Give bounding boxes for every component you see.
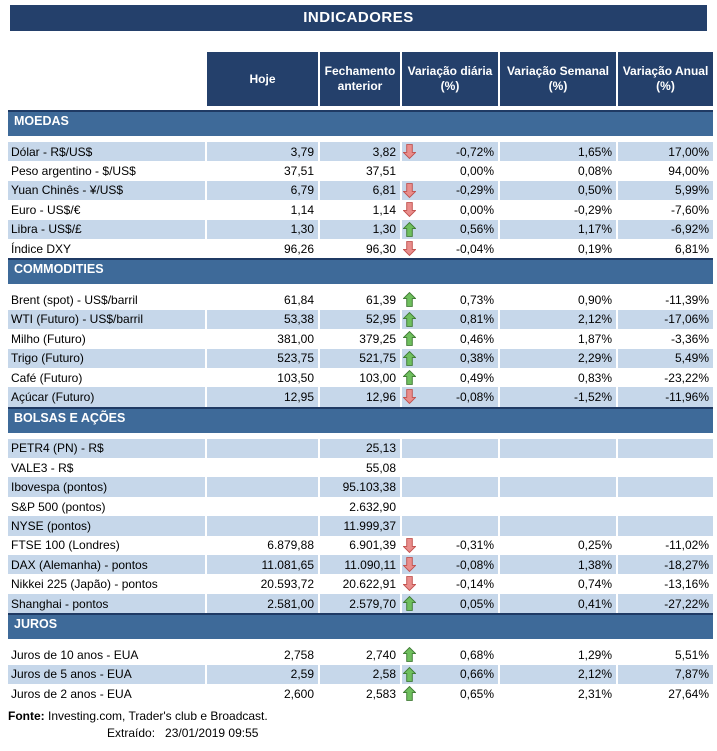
table-body xyxy=(0,110,717,703)
variacao-semanal-cell: 0,74% xyxy=(500,574,616,593)
hoje-cell xyxy=(207,458,318,477)
fechamento-cell: 95.103,38 xyxy=(320,477,400,496)
table-row xyxy=(8,368,717,387)
variacao-diaria-cell xyxy=(402,458,498,477)
fechamento-cell: 25,13 xyxy=(320,439,400,458)
variacao-diaria-value: 0,46% xyxy=(459,331,494,346)
variacao-diaria-value: -0,14% xyxy=(455,577,494,592)
hoje-cell: 2,600 xyxy=(207,684,318,703)
variacao-semanal-cell: -0,29% xyxy=(500,200,616,219)
variacao-diaria-value: 0,65% xyxy=(459,686,494,701)
fechamento-cell: 61,39 xyxy=(320,290,400,309)
hoje-cell: 1,14 xyxy=(207,200,318,219)
table-row xyxy=(8,574,717,593)
section-header: BOLSAS E AÇÕES xyxy=(8,407,713,433)
hoje-cell: 6.879,88 xyxy=(207,536,318,555)
up-arrow-icon xyxy=(403,292,416,307)
row-label: Café (Futuro) xyxy=(8,368,205,387)
variacao-anual-cell: 7,87% xyxy=(618,665,713,684)
variacao-diaria-value: -0,31% xyxy=(455,538,494,553)
table-row xyxy=(8,349,717,368)
row-label: Brent (spot) - US$/barril xyxy=(8,290,205,309)
fechamento-cell: 20.622,91 xyxy=(320,574,400,593)
hoje-cell: 6,79 xyxy=(207,181,318,200)
indicators-report xyxy=(0,5,717,751)
variacao-anual-cell: -18,27% xyxy=(618,555,713,574)
table-row xyxy=(8,684,717,703)
variacao-semanal-cell: 2,31% xyxy=(500,684,616,703)
variacao-diaria-cell xyxy=(402,329,498,348)
variacao-anual-cell: 94,00% xyxy=(618,161,713,180)
table-row xyxy=(8,516,717,535)
extracted-timestamp: 23/01/2019 09:55 xyxy=(165,726,259,741)
section-header: MOEDAS xyxy=(8,110,713,136)
variacao-diaria-cell xyxy=(402,142,498,161)
up-arrow-icon xyxy=(403,667,416,682)
variacao-semanal-cell: 0,90% xyxy=(500,290,616,309)
row-label: Nikkei 225 (Japão) - pontos xyxy=(8,574,205,593)
variacao-semanal-cell: 0,25% xyxy=(500,536,616,555)
hoje-cell xyxy=(207,477,318,496)
table-row xyxy=(8,142,717,161)
variacao-semanal-cell: 1,29% xyxy=(500,645,616,664)
row-label: Açúcar (Futuro) xyxy=(8,387,205,406)
down-arrow-icon xyxy=(403,389,416,404)
hoje-cell xyxy=(207,439,318,458)
up-arrow-icon xyxy=(403,370,416,385)
row-label: Euro - US$/€ xyxy=(8,200,205,219)
hoje-cell: 53,38 xyxy=(207,310,318,329)
hoje-cell: 1,30 xyxy=(207,220,318,239)
table-row xyxy=(8,665,717,684)
hoje-cell: 20.593,72 xyxy=(207,574,318,593)
column-header-hoje: Hoje xyxy=(207,52,318,106)
down-arrow-icon xyxy=(403,202,416,217)
variacao-semanal-cell: 1,38% xyxy=(500,555,616,574)
variacao-anual-cell: 27,64% xyxy=(618,684,713,703)
variacao-anual-cell: 17,00% xyxy=(618,142,713,161)
variacao-anual-cell xyxy=(618,458,713,477)
row-label: FTSE 100 (Londres) xyxy=(8,536,205,555)
row-label: Trigo (Futuro) xyxy=(8,349,205,368)
hoje-cell xyxy=(207,516,318,535)
variacao-diaria-cell xyxy=(402,181,498,200)
hoje-cell: 2,758 xyxy=(207,645,318,664)
footer xyxy=(8,709,717,741)
variacao-semanal-cell: 1,65% xyxy=(500,142,616,161)
variacao-diaria-cell xyxy=(402,220,498,239)
variacao-semanal-cell xyxy=(500,458,616,477)
fechamento-cell: 521,75 xyxy=(320,349,400,368)
variacao-semanal-cell xyxy=(500,477,616,496)
variacao-semanal-cell: 1,17% xyxy=(500,220,616,239)
table-row xyxy=(8,310,717,329)
fechamento-cell: 96,30 xyxy=(320,239,400,258)
fechamento-cell: 1,14 xyxy=(320,200,400,219)
variacao-semanal-cell: 0,50% xyxy=(500,181,616,200)
variacao-semanal-cell: 0,08% xyxy=(500,161,616,180)
table-row xyxy=(8,161,717,180)
variacao-diaria-cell xyxy=(402,684,498,703)
extracted-label: Extraído: xyxy=(107,726,156,741)
source-text: Investing.com, Trader's club e Broadcast. xyxy=(44,709,268,724)
row-label: Libra - US$/£ xyxy=(8,220,205,239)
variacao-anual-cell: -11,02% xyxy=(618,536,713,555)
variacao-semanal-cell: -1,52% xyxy=(500,387,616,406)
up-arrow-icon xyxy=(403,686,416,701)
variacao-diaria-cell xyxy=(402,387,498,406)
table-row xyxy=(8,477,717,496)
hoje-cell: 37,51 xyxy=(207,161,318,180)
fechamento-cell: 37,51 xyxy=(320,161,400,180)
row-label: Milho (Futuro) xyxy=(8,329,205,348)
hoje-cell: 3,79 xyxy=(207,142,318,161)
variacao-semanal-cell: 2,29% xyxy=(500,349,616,368)
row-label: NYSE (pontos) xyxy=(8,516,205,535)
variacao-diaria-cell xyxy=(402,439,498,458)
variacao-diaria-cell xyxy=(402,594,498,613)
table-row xyxy=(8,497,717,516)
fechamento-cell: 6,81 xyxy=(320,181,400,200)
row-label: Juros de 2 anos - EUA xyxy=(8,684,205,703)
row-label: Peso argentino - $/US$ xyxy=(8,161,205,180)
variacao-diaria-cell xyxy=(402,239,498,258)
variacao-diaria-cell xyxy=(402,555,498,574)
variacao-diaria-cell xyxy=(402,574,498,593)
table-row xyxy=(8,555,717,574)
fechamento-cell: 1,30 xyxy=(320,220,400,239)
variacao-diaria-cell xyxy=(402,161,498,180)
down-arrow-icon xyxy=(403,144,416,159)
source-line xyxy=(8,709,717,724)
variacao-diaria-value: 0,66% xyxy=(459,667,494,682)
variacao-diaria-cell xyxy=(402,477,498,496)
variacao-diaria-cell xyxy=(402,497,498,516)
section-header: COMMODITIES xyxy=(8,258,713,284)
fechamento-cell: 55,08 xyxy=(320,458,400,477)
variacao-anual-cell: 6,81% xyxy=(618,239,713,258)
variacao-anual-cell: -17,06% xyxy=(618,310,713,329)
table-row xyxy=(8,239,717,258)
table-row xyxy=(8,439,717,458)
variacao-semanal-cell: 0,19% xyxy=(500,239,616,258)
variacao-diaria-value: 0,68% xyxy=(459,647,494,662)
variacao-diaria-cell xyxy=(402,290,498,309)
variacao-anual-cell: -11,96% xyxy=(618,387,713,406)
variacao-diaria-cell xyxy=(402,516,498,535)
down-arrow-icon xyxy=(403,183,416,198)
fechamento-cell: 2.632,90 xyxy=(320,497,400,516)
fechamento-cell: 2.579,70 xyxy=(320,594,400,613)
row-label: VALE3 - R$ xyxy=(8,458,205,477)
variacao-anual-cell: 5,51% xyxy=(618,645,713,664)
variacao-anual-cell: 5,99% xyxy=(618,181,713,200)
variacao-semanal-cell: 0,83% xyxy=(500,368,616,387)
down-arrow-icon xyxy=(403,241,416,256)
fechamento-cell: 379,25 xyxy=(320,329,400,348)
variacao-anual-cell: -13,16% xyxy=(618,574,713,593)
variacao-diaria-value: 0,56% xyxy=(459,222,494,237)
variacao-anual-cell xyxy=(618,497,713,516)
table-row xyxy=(8,594,717,613)
variacao-diaria-value: -0,04% xyxy=(455,241,494,256)
variacao-diaria-value: -0,08% xyxy=(455,557,494,572)
hoje-cell: 523,75 xyxy=(207,349,318,368)
variacao-diaria-value: 0,05% xyxy=(459,596,494,611)
variacao-anual-cell: 5,49% xyxy=(618,349,713,368)
variacao-diaria-value: 0,00% xyxy=(459,202,494,217)
variacao-semanal-cell: 2,12% xyxy=(500,310,616,329)
table-row xyxy=(8,645,717,664)
row-label: PETR4 (PN) - R$ xyxy=(8,439,205,458)
down-arrow-icon xyxy=(403,557,416,572)
fechamento-cell: 2,583 xyxy=(320,684,400,703)
variacao-anual-cell xyxy=(618,516,713,535)
fechamento-cell: 103,00 xyxy=(320,368,400,387)
column-header-variacao-semanal: Variação Semanal (%) xyxy=(500,52,616,106)
up-arrow-icon xyxy=(403,331,416,346)
page-title: INDICADORES xyxy=(10,5,707,31)
variacao-semanal-cell xyxy=(500,516,616,535)
variacao-anual-cell xyxy=(618,439,713,458)
variacao-anual-cell: -7,60% xyxy=(618,200,713,219)
table-row xyxy=(8,290,717,309)
row-label: DAX (Alemanha) - pontos xyxy=(8,555,205,574)
variacao-diaria-value: 0,49% xyxy=(459,370,494,385)
variacao-diaria-cell xyxy=(402,349,498,368)
row-label: S&P 500 (pontos) xyxy=(8,497,205,516)
fechamento-cell: 2,740 xyxy=(320,645,400,664)
hoje-cell xyxy=(207,497,318,516)
variacao-anual-cell xyxy=(618,477,713,496)
variacao-semanal-cell xyxy=(500,497,616,516)
row-label: Dólar - R$/US$ xyxy=(8,142,205,161)
variacao-diaria-value: 0,81% xyxy=(459,312,494,327)
fechamento-cell: 52,95 xyxy=(320,310,400,329)
variacao-semanal-cell xyxy=(500,439,616,458)
variacao-anual-cell: -23,22% xyxy=(618,368,713,387)
variacao-anual-cell: -3,36% xyxy=(618,329,713,348)
table-row xyxy=(8,220,717,239)
variacao-anual-cell: -6,92% xyxy=(618,220,713,239)
variacao-diaria-value: -0,72% xyxy=(455,144,494,159)
fechamento-cell: 6.901,39 xyxy=(320,536,400,555)
table-row xyxy=(8,536,717,555)
variacao-diaria-value: 0,73% xyxy=(459,293,494,308)
hoje-cell: 11.081,65 xyxy=(207,555,318,574)
variacao-diaria-value: -0,29% xyxy=(455,183,494,198)
variacao-diaria-value: 0,38% xyxy=(459,351,494,366)
down-arrow-icon xyxy=(403,538,416,553)
variacao-diaria-cell xyxy=(402,310,498,329)
variacao-diaria-cell xyxy=(402,645,498,664)
up-arrow-icon xyxy=(403,222,416,237)
table-row xyxy=(8,329,717,348)
variacao-diaria-cell xyxy=(402,665,498,684)
variacao-diaria-value: 0,00% xyxy=(459,164,494,179)
up-arrow-icon xyxy=(403,351,416,366)
column-header-variacao-anual: Variação Anual (%) xyxy=(618,52,713,106)
fechamento-cell: 12,96 xyxy=(320,387,400,406)
variacao-diaria-cell xyxy=(402,368,498,387)
table-row xyxy=(8,181,717,200)
row-label: Juros de 10 anos - EUA xyxy=(8,645,205,664)
variacao-semanal-cell: 2,12% xyxy=(500,665,616,684)
variacao-semanal-cell: 1,87% xyxy=(500,329,616,348)
section-header: JUROS xyxy=(8,613,713,639)
source-label: Fonte: xyxy=(8,709,45,724)
variacao-diaria-cell xyxy=(402,536,498,555)
variacao-diaria-cell xyxy=(402,200,498,219)
row-label: Juros de 5 anos - EUA xyxy=(8,665,205,684)
row-label: Yuan Chinês - ¥/US$ xyxy=(8,181,205,200)
row-label: WTI (Futuro) - US$/barril xyxy=(8,310,205,329)
table-row xyxy=(8,458,717,477)
up-arrow-icon xyxy=(403,647,416,662)
fechamento-cell: 11.999,37 xyxy=(320,516,400,535)
variacao-anual-cell: -27,22% xyxy=(618,594,713,613)
fechamento-cell: 2,58 xyxy=(320,665,400,684)
table-row xyxy=(8,387,717,406)
column-headers xyxy=(8,52,717,106)
fechamento-cell: 11.090,11 xyxy=(320,555,400,574)
extracted-line xyxy=(107,726,717,741)
row-label: Shanghai - pontos xyxy=(8,594,205,613)
hoje-cell: 381,00 xyxy=(207,329,318,348)
column-header-variacao-diaria: Variação diária (%) xyxy=(402,52,498,106)
hoje-cell: 2,59 xyxy=(207,665,318,684)
variacao-anual-cell: -11,39% xyxy=(618,290,713,309)
row-label: Índice DXY xyxy=(8,239,205,258)
hoje-cell: 12,95 xyxy=(207,387,318,406)
header-spacer xyxy=(8,52,207,106)
variacao-diaria-value: -0,08% xyxy=(455,389,494,404)
table-row xyxy=(8,200,717,219)
hoje-cell: 2.581,00 xyxy=(207,594,318,613)
variacao-semanal-cell: 0,41% xyxy=(500,594,616,613)
hoje-cell: 103,50 xyxy=(207,368,318,387)
row-label: Ibovespa (pontos) xyxy=(8,477,205,496)
down-arrow-icon xyxy=(403,576,416,591)
up-arrow-icon xyxy=(403,596,416,611)
up-arrow-icon xyxy=(403,312,416,327)
hoje-cell: 96,26 xyxy=(207,239,318,258)
column-header-fechamento: Fechamento anterior xyxy=(320,52,400,106)
fechamento-cell: 3,82 xyxy=(320,142,400,161)
hoje-cell: 61,84 xyxy=(207,290,318,309)
